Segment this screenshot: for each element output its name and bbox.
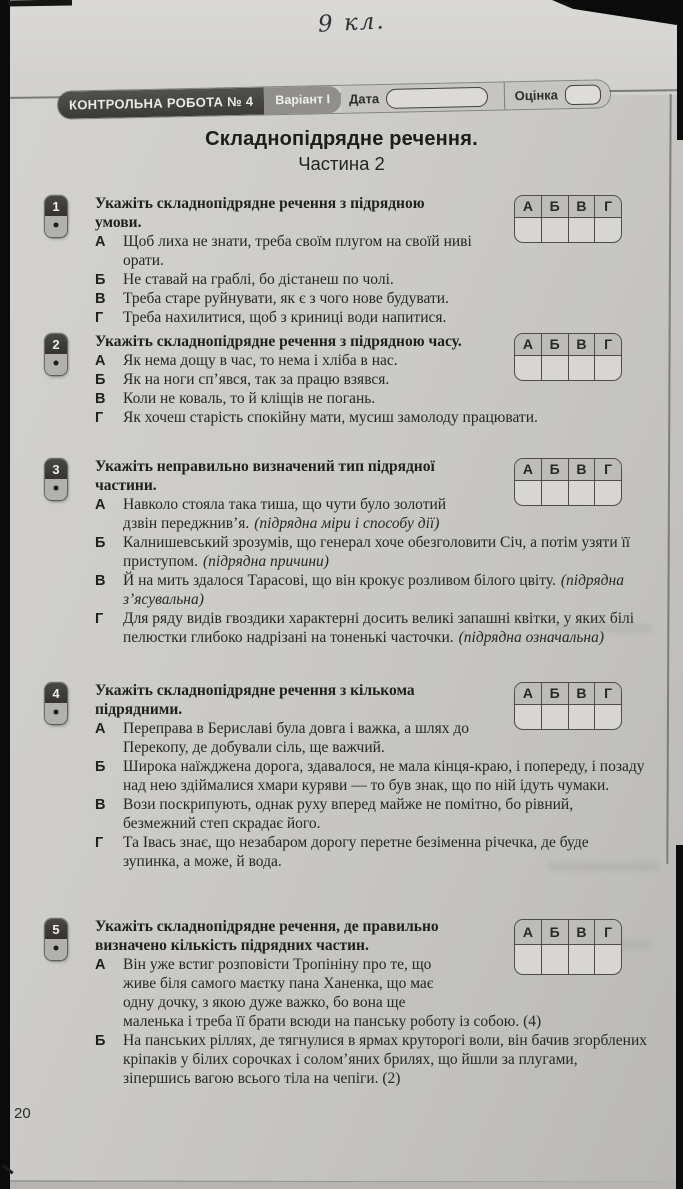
option-row xyxy=(95,1031,648,1088)
option-text: Та Івась знає, що незабаром дорогу перетне безіменна річечка, де буде зупинка, а може, й вода. xyxy=(123,834,589,870)
answer-cell[interactable] xyxy=(515,705,542,729)
answer-grid-cells xyxy=(515,481,621,505)
option-row xyxy=(95,389,648,408)
answer-column-label: В xyxy=(569,459,596,480)
option-text: Треба нахилитися, щоб з криниці води напитися. xyxy=(123,309,447,326)
option-text: Для ряду видів гвоздики характерні досить великі запашні квітки, у яких білі пелюстки глибоко надрізані на тоненькі часточки. xyxy=(123,610,635,646)
question-number: 4 xyxy=(45,683,67,703)
option-letter: А xyxy=(95,497,106,513)
option-letter: В xyxy=(95,797,106,813)
option-letter: Б xyxy=(95,759,106,775)
answer-cell[interactable] xyxy=(569,705,596,729)
option-row xyxy=(95,289,648,308)
option-text: Щоб лиха не знати, треба своїм плугом на своїй ниві орати. xyxy=(123,233,472,269)
option-letter: А xyxy=(95,353,106,369)
worksheet-heading xyxy=(0,127,683,175)
answer-cell[interactable] xyxy=(569,218,596,242)
question-number: 1 xyxy=(45,196,67,216)
scan-edge-right-top xyxy=(677,0,683,140)
worksheet-subtitle: Частина 2 xyxy=(298,153,385,174)
badge-bottom xyxy=(45,703,67,724)
answer-cell[interactable] xyxy=(569,481,596,505)
answer-cell[interactable] xyxy=(595,481,621,505)
option-letter: Г xyxy=(95,310,104,326)
option-row xyxy=(95,308,648,327)
banner-title: КОНТРОЛЬНА РОБОТА № 4 xyxy=(58,87,265,118)
question-number: 5 xyxy=(45,919,67,939)
answer-column-label: Б xyxy=(542,920,569,944)
answer-column-label: Г xyxy=(604,685,613,701)
question-stem: Укажіть складнопідрядне речення з кількома підрядними. xyxy=(95,682,415,718)
question-block-5 xyxy=(52,917,648,1088)
option-row xyxy=(95,609,648,647)
option-note: (підрядна означальна) xyxy=(458,629,604,646)
answer-column-label: В xyxy=(569,683,596,704)
option-text: Як нема дощу в час, то нема і хліба в нас. xyxy=(123,352,398,369)
date-field[interactable] xyxy=(386,86,488,108)
date-section xyxy=(341,82,504,112)
option-note: (підрядна з’ясувальна) xyxy=(123,572,624,608)
worksheet-title: Складнопідрядне речення. xyxy=(205,128,478,150)
page-number: 20 xyxy=(14,1105,31,1122)
option-text: Він уже встиг розповісти Тропініну про те, що живе біля самого маєтку пана Ханенка, що має одну дочку, з якою дуже важко, бо вона ще маленька і треба її брати всюди на панську роботу із собою. (4) xyxy=(123,956,542,1030)
question-number: 3 xyxy=(45,459,67,479)
question-number-badge xyxy=(45,334,67,375)
question-block-1 xyxy=(52,194,648,327)
question-block-2 xyxy=(52,332,648,427)
question-number-badge xyxy=(45,459,67,500)
answer-cell[interactable] xyxy=(542,705,569,729)
badge-dot-icon xyxy=(54,946,59,951)
answer-cell[interactable] xyxy=(515,356,542,380)
answer-column-label: А xyxy=(515,196,542,217)
question-stem: Укажіть складнопідрядне речення з підрядною часу. xyxy=(95,333,462,350)
question-number-badge xyxy=(45,683,67,724)
badge-dot-icon xyxy=(54,361,59,366)
option-row xyxy=(95,833,648,871)
answer-column-label: Г xyxy=(604,198,613,214)
score-field[interactable] xyxy=(565,84,601,105)
option-letter: А xyxy=(95,234,106,250)
answer-cell[interactable] xyxy=(515,945,542,974)
question-stem: Укажіть неправильно визначений тип підрядної частини. xyxy=(95,458,435,494)
question-number-badge xyxy=(45,196,67,237)
option-text: Й на мить здалося Тарасові, що він крокує розливом білого цвіту. xyxy=(123,572,556,589)
answer-cell[interactable] xyxy=(542,481,569,505)
page-edge-vertical-line xyxy=(666,94,671,864)
option-text: Навколо стояла така тиша, що чути було золотий дзвін переджнив’я. xyxy=(123,496,447,532)
answer-cell[interactable] xyxy=(542,356,569,380)
option-row xyxy=(95,533,648,571)
option-text: Калнишевський зрозумів, що генерал хоче обезголовити Січ, а потім узяти її приступом. xyxy=(123,534,631,570)
banner-variant: Варіант І xyxy=(264,86,341,115)
option-note: (підрядна причини) xyxy=(202,553,329,570)
answer-column-label: В xyxy=(569,196,596,217)
question-block-3 xyxy=(52,457,648,647)
scan-edge-left xyxy=(0,0,10,1189)
option-letter: А xyxy=(95,957,106,973)
score-section xyxy=(503,80,610,109)
question-block-4 xyxy=(52,681,648,871)
answer-grid-header xyxy=(515,459,621,481)
option-letter: В xyxy=(95,391,106,407)
badge-bottom xyxy=(45,479,67,500)
answer-grid-header xyxy=(515,334,621,356)
answer-column-label: Б xyxy=(542,683,569,704)
date-label: Дата xyxy=(348,91,380,107)
badge-bottom xyxy=(45,939,67,960)
answer-grid-cells xyxy=(515,945,621,974)
option-text: Коли не коваль, то й кліщів не погань. xyxy=(123,390,376,407)
answer-cell[interactable] xyxy=(542,218,569,242)
answer-column-label: А xyxy=(515,459,542,480)
answer-column-label: А xyxy=(515,334,542,355)
badge-dot-icon xyxy=(54,223,59,228)
badge-dot-icon xyxy=(54,710,59,715)
answer-grid-cells xyxy=(515,705,621,729)
answer-grid xyxy=(514,682,622,730)
answer-cell[interactable] xyxy=(595,705,621,729)
option-text: Вози поскрипують, однак руху вперед майже не помітно, бо рівний, безмежний степ скрадає його. xyxy=(123,796,574,832)
question-stem: Укажіть складнопідрядне речення, де правильно визначено кількість підрядних частин. xyxy=(95,918,439,954)
badge-bottom xyxy=(45,216,67,237)
option-text: Як на ноги сп’явся, так за працю взявся. xyxy=(123,371,390,388)
option-row xyxy=(95,408,648,427)
answer-cell[interactable] xyxy=(569,945,596,974)
answer-column-label: В xyxy=(569,920,596,944)
option-letter: В xyxy=(95,573,106,589)
answer-cell[interactable] xyxy=(595,356,621,380)
bottom-paper-strip xyxy=(10,1182,676,1189)
option-text: Як хочеш старість спокійну мати, мусиш замолоду працювати. xyxy=(123,409,538,426)
answer-cell[interactable] xyxy=(595,945,621,974)
scan-edge-right-bottom xyxy=(676,845,683,1189)
answer-grid-header xyxy=(515,196,621,218)
option-text: Не ставай на граблі, бо дістанеш по чолі. xyxy=(123,271,394,288)
answer-cell[interactable] xyxy=(515,218,542,242)
answer-column-label: Б xyxy=(542,459,569,480)
badge-bottom xyxy=(45,354,67,375)
option-row xyxy=(95,757,648,795)
score-label: Оцінка xyxy=(514,87,559,104)
answer-grid-cells xyxy=(515,218,621,242)
question-stem: Укажіть складнопідрядне речення з підрядною умови. xyxy=(95,195,425,231)
option-letter: Г xyxy=(95,835,104,851)
question-number-badge xyxy=(45,919,67,960)
answer-column-label: Г xyxy=(604,336,613,352)
answer-column-label: А xyxy=(515,920,542,944)
answer-cell[interactable] xyxy=(595,218,621,242)
answer-grid xyxy=(514,195,622,243)
option-text: На панських ріллях, де тягнулися в ярмах круторогі воли, він бачив згорблених кріпаків у білих сорочках і солом’яних брилях, що йшли за плугами, зіпершись вагою всього тіла на чепіги. (2) xyxy=(123,1032,647,1087)
scan-edge-top-left xyxy=(8,0,72,7)
option-letter: А xyxy=(95,721,106,737)
answer-column-label: Г xyxy=(604,461,613,477)
answer-column-label: В xyxy=(569,334,596,355)
answer-grid xyxy=(514,458,622,506)
option-letter: Г xyxy=(95,410,104,426)
answer-grid xyxy=(514,333,622,381)
question-number: 2 xyxy=(45,334,67,354)
handwritten-note: 9 кл. xyxy=(317,8,387,38)
option-text: Треба старе руйнувати, як є з чого нове будувати. xyxy=(123,290,449,307)
option-text: Широка наїжджена дорога, здавалося, не мала кінця-краю, і попереду, і позаду над нею здіймалися хмари куряви — то був знак, що по ній ідуть чумаки. xyxy=(123,758,645,794)
option-letter: Б xyxy=(95,372,106,388)
option-letter: Б xyxy=(95,535,106,551)
answer-column-label: Г xyxy=(604,924,613,940)
option-row xyxy=(95,270,648,289)
option-letter: Б xyxy=(95,272,106,288)
option-letter: В xyxy=(95,291,106,307)
badge-dot-icon xyxy=(54,486,59,491)
option-letter: Б xyxy=(95,1033,106,1049)
answer-cell[interactable] xyxy=(542,945,569,974)
answer-column-label: А xyxy=(515,683,542,704)
answer-column-label: Б xyxy=(542,334,569,355)
option-text: Переправа в Бериславі була довга і важка, а шлях до Перекопу, де добували сіль, ще важчий. xyxy=(123,720,470,756)
answer-cell[interactable] xyxy=(569,356,596,380)
option-note: (підрядна міри і способу дії) xyxy=(254,515,440,532)
answer-grid-header xyxy=(515,920,621,945)
option-row xyxy=(95,571,648,609)
answer-grid-cells xyxy=(515,356,621,380)
answer-grid-header xyxy=(515,683,621,705)
option-row xyxy=(95,795,648,833)
answer-column-label: Б xyxy=(542,196,569,217)
answer-cell[interactable] xyxy=(515,481,542,505)
option-letter: Г xyxy=(95,611,104,627)
answer-grid xyxy=(514,919,622,975)
